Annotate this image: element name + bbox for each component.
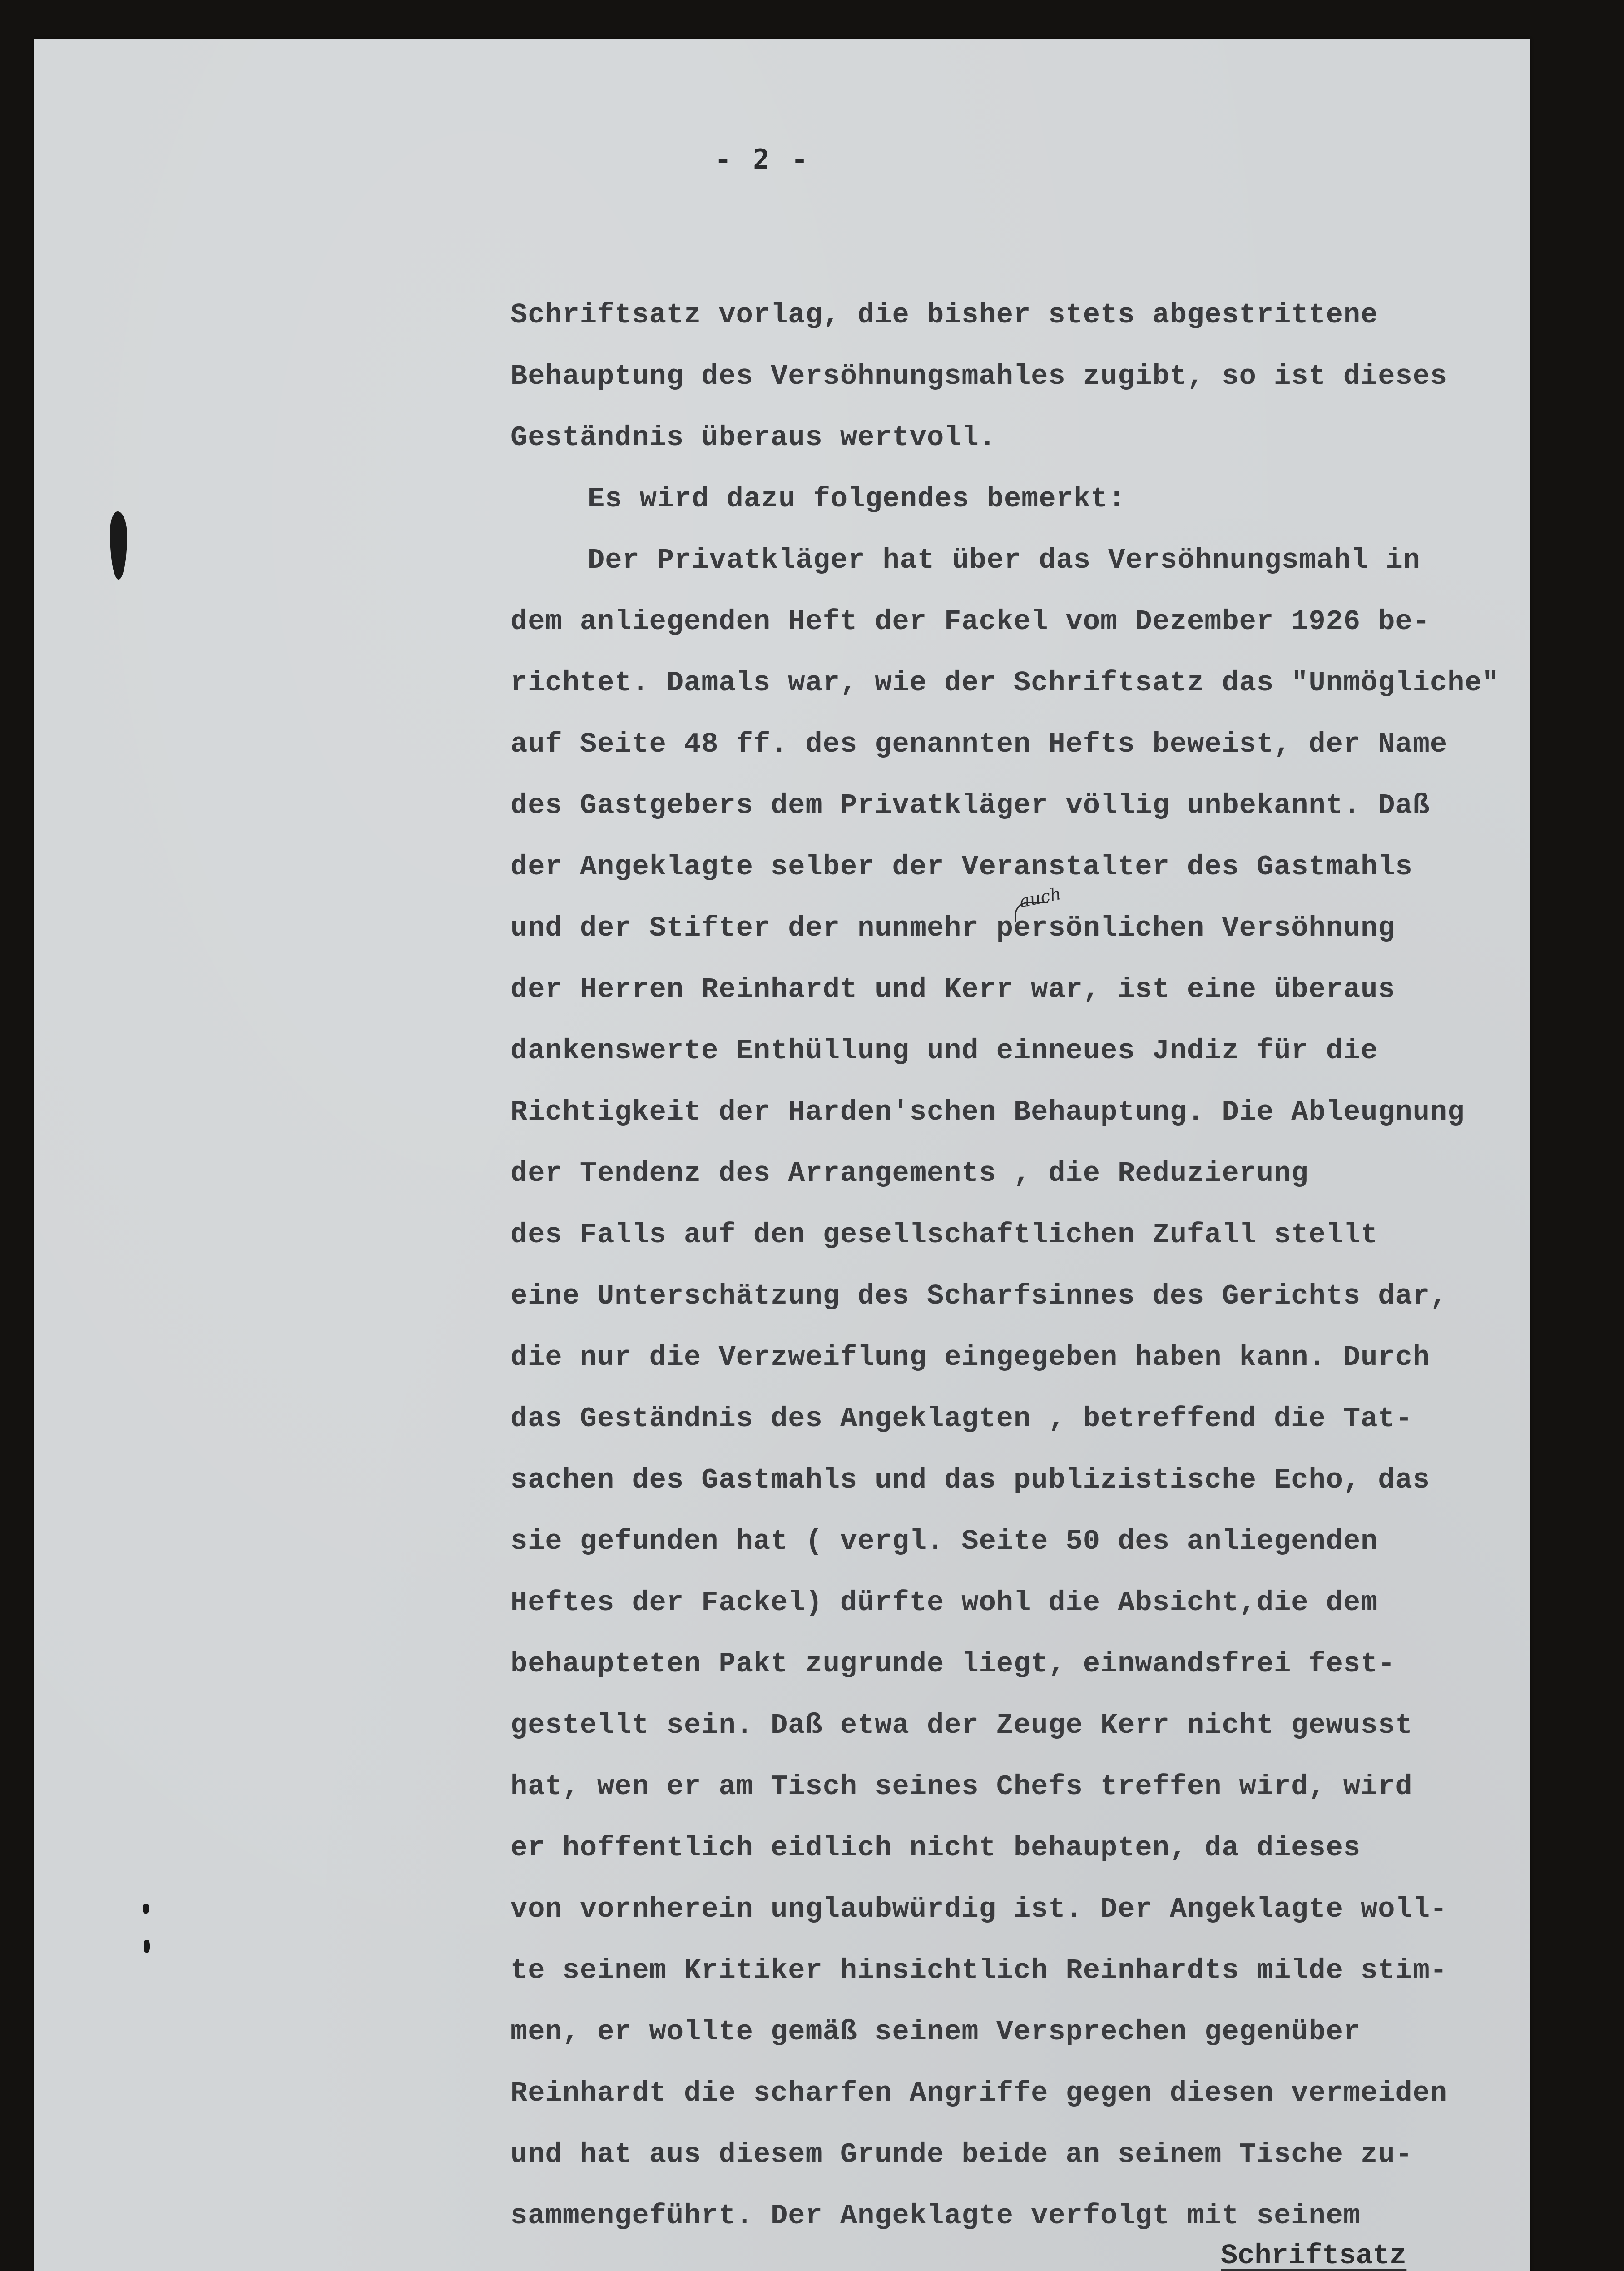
text-line: von vornherein unglaubwürdig ist. Der Angeklagte woll- [510,1893,1448,1925]
text-line: Schriftsatz vorlag, die bisher stets abgestrittene [510,299,1378,331]
text-line: sachen des Gastmahls und das publizistische Echo, das [510,1464,1430,1496]
text-line: und der Stifter der nunmehr persönlichen Versöhnung [510,912,1396,944]
document-page [34,39,1530,2271]
text-line: Es wird dazu folgendes bemerkt: [588,483,1126,515]
page-number: - 2 - [715,144,811,175]
binding-mark [144,1940,150,1953]
text-line: Heftes der Fackel) dürfte wohl die Absicht,die dem [510,1587,1378,1619]
text-line: Behauptung des Versöhnungsmahles zugibt, so ist dieses [510,360,1448,392]
text-line: hat, wen er am Tisch seines Chefs treffen wird, wird [510,1770,1413,1803]
text-line: men, er wollte gemäß seinem Versprechen gegenüber [510,2016,1361,2048]
binding-mark [143,1904,149,1914]
text-line: die nur die Verzweiflung eingegeben haben kann. Durch [510,1341,1430,1374]
text-line: der Tendenz des Arrangements , die Reduzierung [510,1157,1309,1190]
text-line: auf Seite 48 ff. des genannten Hefts beweist, der Name [510,728,1448,760]
text-line: Richtigkeit der Harden'schen Behauptung. Die Ableugnung [510,1096,1465,1128]
text-line: behaupteten Pakt zugrunde liegt, einwandsfrei fest- [510,1648,1396,1680]
text-line: dem anliegenden Heft der Fackel vom Dezember 1926 be- [510,605,1430,638]
text-line: und hat aus diesem Grunde beide an seinem Tische zu- [510,2138,1413,2171]
text-line: der Herren Reinhardt und Kerr war, ist eine überaus [510,973,1396,1006]
text-line: des Falls auf den gesellschaftlichen Zufall stellt [510,1219,1378,1251]
ink-blot [110,511,127,580]
text-line: gestellt sein. Daß etwa der Zeuge Kerr nicht gewusst [510,1709,1413,1741]
text-line: des Gastgebers dem Privatkläger völlig unbekannt. Daß [510,789,1430,822]
text-line: Geständnis überaus wertvoll. [510,421,996,454]
text-line: Reinhardt die scharfen Angriffe gegen diesen vermeiden [510,2077,1448,2109]
text-line: te seinem Kritiker hinsichtlich Reinhardts milde stim- [510,1954,1448,1987]
text-line: er hoffentlich eidlich nicht behaupten, da dieses [510,1832,1361,1864]
text-line: eine Unterschätzung des Scharfsinnes des Gerichts dar, [510,1280,1448,1312]
text-line: sie gefunden hat ( vergl. Seite 50 des anliegenden [510,1525,1378,1557]
text-line: der Angeklagte selber der Veranstalter des Gastmahls [510,851,1413,883]
text-line: sammengeführt. Der Angeklagte verfolgt mit seinem [510,2200,1361,2232]
text-line: Der Privatkläger hat über das Versöhnungsmahl in [588,544,1421,576]
text-line: richtet. Damals war, wie der Schriftsatz das "Unmögliche" [510,667,1500,699]
body-text [510,284,1573,2246]
catchword: Schriftsatz [1221,2240,1407,2271]
handwritten-insertion: auch [1017,883,1063,912]
text-line: dankenswerte Enthüllung und einneues Jndiz für die [510,1035,1378,1067]
text-line: das Geständnis des Angeklagten , betreffend die Tat- [510,1403,1413,1435]
